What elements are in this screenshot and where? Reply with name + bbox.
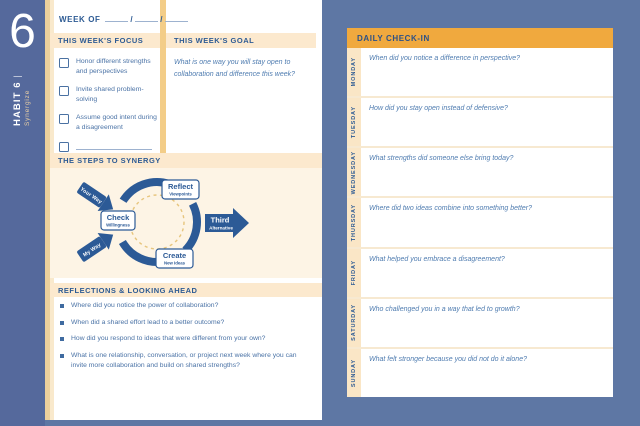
bullet-square-icon xyxy=(60,337,64,341)
day-column xyxy=(347,198,361,246)
focus-section-header: THIS WEEK'S FOCUS xyxy=(50,33,160,48)
week-of-row xyxy=(59,13,190,24)
day-question: Where did two ideas combine into something better? xyxy=(369,205,533,213)
day-answer-area[interactable] xyxy=(361,349,613,397)
checkbox-icon[interactable] xyxy=(59,58,69,68)
third-alternative-arrow xyxy=(205,208,249,238)
create-subtitle: New Ideas xyxy=(163,260,186,266)
day-answer-area[interactable] xyxy=(361,148,613,196)
your-way-label: Your Way xyxy=(78,186,103,206)
weekly-page xyxy=(45,0,322,420)
steps-section-header: THE STEPS TO SYNERGY xyxy=(50,153,322,168)
focus-item-label: Assume good intent during a disagreement xyxy=(76,114,157,131)
reflect-title: Reflect xyxy=(167,182,194,191)
focus-checklist xyxy=(59,57,160,161)
check-willingness-node xyxy=(101,211,135,230)
day-column xyxy=(347,299,361,347)
my-way-arrow xyxy=(74,226,118,265)
habit-name: Synergize xyxy=(23,89,31,126)
habit-label-text: HABIT 6 xyxy=(12,81,23,126)
day-column xyxy=(347,349,361,397)
date-separator-1: / xyxy=(130,15,134,24)
create-title: Create xyxy=(162,251,187,260)
daily-checkin-page xyxy=(347,28,613,397)
day-column xyxy=(347,148,361,196)
day-label: FRIDAY xyxy=(351,259,357,286)
cycle-arc-right xyxy=(185,204,197,251)
day-row-wednesday xyxy=(347,146,613,196)
reflection-text: When did a shared effort lead to a better outcome? xyxy=(71,318,225,326)
bullet-square-icon xyxy=(60,304,64,308)
day-label: TUESDAY xyxy=(351,106,357,139)
reflection-bullet xyxy=(60,351,297,371)
day-label: MONDAY xyxy=(351,57,357,87)
day-column xyxy=(347,249,361,297)
third-title: Third xyxy=(210,215,230,225)
reflections-list xyxy=(60,301,297,378)
day-label: SATURDAY xyxy=(351,304,357,342)
check-title: Check xyxy=(106,213,130,222)
daily-checkin-header: DAILY CHECK-IN xyxy=(347,28,613,48)
bullet-square-icon xyxy=(60,321,64,325)
day-row-monday xyxy=(347,48,613,96)
bullet-square-icon xyxy=(60,354,64,358)
day-row-friday xyxy=(347,247,613,297)
day-row-sunday xyxy=(347,347,613,397)
checkbox-icon[interactable] xyxy=(59,86,69,96)
day-answer-area[interactable] xyxy=(361,198,613,246)
habit-sidebar xyxy=(0,0,45,426)
day-row-saturday xyxy=(347,297,613,347)
focus-item-blank-line[interactable] xyxy=(76,141,152,150)
day-answer-area[interactable] xyxy=(361,48,613,96)
reflection-text: How did you respond to ideas that were different from your own? xyxy=(71,335,266,343)
reflection-text: What is one relationship, conversation, or project next week where you can invite more collaboration and build on shared strengths? xyxy=(71,352,297,370)
week-date-blank-3[interactable] xyxy=(165,13,188,22)
checkbox-icon[interactable] xyxy=(59,142,69,152)
reflection-bullet xyxy=(60,318,297,328)
check-subtitle: Willingness xyxy=(106,222,130,228)
focus-item-label: Invite shared problem-solving xyxy=(76,86,144,103)
reflect-subtitle: Viewpoints xyxy=(169,191,192,197)
focus-item-label: Honor different strengths and perspectives xyxy=(76,58,151,75)
day-row-tuesday xyxy=(347,96,613,146)
week-date-blank-1[interactable] xyxy=(105,13,128,22)
reflections-section-header: REFLECTIONS & LOOKING AHEAD xyxy=(50,283,322,297)
day-answer-area[interactable] xyxy=(361,299,613,347)
day-answer-area[interactable] xyxy=(361,98,613,146)
day-column xyxy=(347,48,361,96)
checkbox-icon[interactable] xyxy=(59,114,69,124)
habit-label xyxy=(12,48,24,126)
day-row-thursday xyxy=(347,196,613,246)
day-question: Who challenged you in a way that led to growth? xyxy=(369,305,520,313)
third-subtitle: Alternative xyxy=(209,225,233,231)
reflection-text: Where did you notice the power of collaboration? xyxy=(71,302,219,309)
habit-rotated-label xyxy=(12,48,32,126)
focus-item xyxy=(59,113,160,132)
my-way-label: My Way xyxy=(82,242,103,259)
week-of-label: WEEK OF xyxy=(59,15,101,24)
day-label: THURSDAY xyxy=(351,203,357,242)
week-date-blank-2[interactable] xyxy=(135,13,158,22)
goal-section-header: THIS WEEK'S GOAL xyxy=(166,33,316,48)
synergy-diagram-svg xyxy=(50,168,322,278)
day-question: What strengths did someone else bring today? xyxy=(369,155,514,163)
focus-item xyxy=(59,85,160,104)
day-question: What felt stronger because you did not do it alone? xyxy=(369,355,527,363)
day-question: When did you notice a difference in perspective? xyxy=(369,55,520,62)
habit-number: 6 xyxy=(9,5,36,58)
day-label: WEDNESDAY xyxy=(351,150,357,195)
habit-divider-glyph: | xyxy=(12,74,23,78)
reflection-bullet xyxy=(60,334,297,344)
goal-prompt: What is one way you will stay open to collaboration and difference this week? xyxy=(174,59,296,78)
day-answer-area[interactable] xyxy=(361,249,613,297)
reflect-viewpoints-node xyxy=(162,180,199,199)
day-label: SUNDAY xyxy=(351,358,357,387)
create-new-ideas-node xyxy=(156,249,193,268)
day-question: How did you stay open instead of defensive? xyxy=(369,105,508,113)
day-question: What helped you embrace a disagreement? xyxy=(369,255,505,263)
synergy-diagram xyxy=(50,168,322,278)
day-column xyxy=(347,98,361,146)
focus-item xyxy=(59,57,160,76)
reflection-bullet xyxy=(60,301,297,311)
focus-item-blank xyxy=(59,141,160,152)
date-separator-2: / xyxy=(160,15,164,24)
dashed-cycle-circle xyxy=(130,195,184,249)
